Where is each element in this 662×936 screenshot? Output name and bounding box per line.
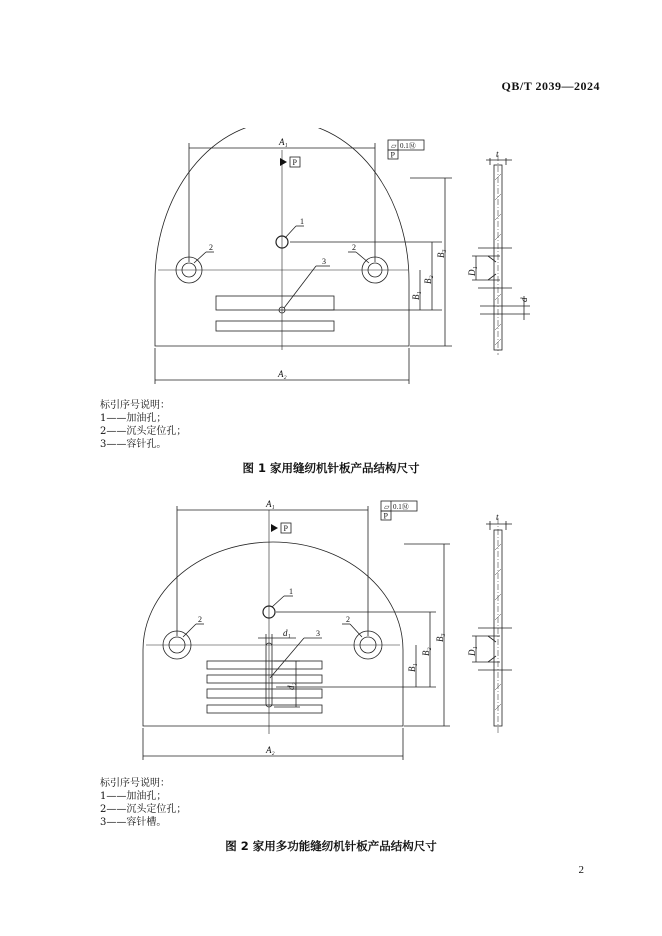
dim-B1-label: B₁ <box>407 663 417 672</box>
legend-title: 标引序号说明： <box>100 400 170 411</box>
feed-slot-2 <box>216 321 334 331</box>
dim-B1-label: B₁ <box>411 291 421 300</box>
feed-slot-3 <box>207 689 322 698</box>
dim-d2-label: d₂ <box>286 682 296 690</box>
callout-1: 1 <box>289 587 293 596</box>
figure-1-caption: 图 1 家用缝纫机针板产品结构尺寸 <box>242 461 420 475</box>
figure-2-legend <box>100 777 186 829</box>
flatness-symbol: ⏥ <box>384 503 390 511</box>
dim-B2-label: B₂ <box>423 275 433 284</box>
dim-d-label: d <box>519 297 529 302</box>
datum-P-label: P <box>292 158 297 167</box>
tolerance-value: 0.1Ⓜ <box>393 503 409 511</box>
dim-A2-label: A₂ <box>278 369 287 379</box>
legend-item: 2——沉头定位孔； <box>100 426 187 437</box>
legend-item: 3——容针槽。 <box>100 817 167 828</box>
datum-triangle <box>280 158 287 166</box>
figure-2-caption: 图 2 家用多功能缝纫机针板产品结构尺寸 <box>225 839 437 853</box>
callout-2-right: 2 <box>346 615 350 624</box>
datum-P-ref: P <box>383 511 388 521</box>
page-number: 2 <box>578 864 584 876</box>
dim-A1-label: A₁ <box>279 137 288 147</box>
dim-A2-label: A₂ <box>266 745 275 755</box>
dim-D1-label: D₁ <box>467 266 477 276</box>
tolerance-value: 0.1Ⓜ <box>400 142 416 150</box>
feed-slot-4 <box>207 705 322 713</box>
legend-title: 标引序号说明： <box>100 778 170 789</box>
plate-outline <box>143 542 403 726</box>
legend-item: 2——沉头定位孔； <box>100 804 187 815</box>
feed-slot-2 <box>207 675 322 683</box>
standard-code: QB/T 2039—2024 <box>501 79 600 93</box>
figure-1-legend <box>100 399 186 451</box>
dim-B3-label: B₃ <box>435 633 445 642</box>
dim-B2-label: B₂ <box>421 647 431 656</box>
legend-item: 1——加油孔； <box>100 791 167 802</box>
feed-slot-1 <box>216 296 334 310</box>
figure-1-drawing <box>0 128 662 390</box>
datum-triangle <box>271 524 278 532</box>
dim-t-label: t <box>496 149 499 159</box>
flatness-symbol: ⏥ <box>391 142 397 150</box>
datum-P-ref: P <box>390 150 395 160</box>
feed-slot-1 <box>207 661 322 669</box>
callout-3: 3 <box>322 257 326 266</box>
figure-2-drawing <box>0 490 662 770</box>
datum-P-label: P <box>283 524 288 533</box>
dim-d1-label: d₁ <box>283 628 291 638</box>
dim-A1-label: A₁ <box>266 499 275 509</box>
legend-item: 1——加油孔； <box>100 413 167 424</box>
legend-item: 3——容针孔。 <box>100 439 167 450</box>
callout-1: 1 <box>300 217 304 226</box>
dim-B3-label: B₃ <box>436 249 446 258</box>
callout-3: 3 <box>316 629 320 638</box>
callout-2-right: 2 <box>352 243 356 252</box>
dim-t-label: t <box>496 512 499 522</box>
callout-2-left: 2 <box>198 615 202 624</box>
dim-D1-label: D₁ <box>467 646 477 656</box>
callout-2-left: 2 <box>209 243 213 252</box>
